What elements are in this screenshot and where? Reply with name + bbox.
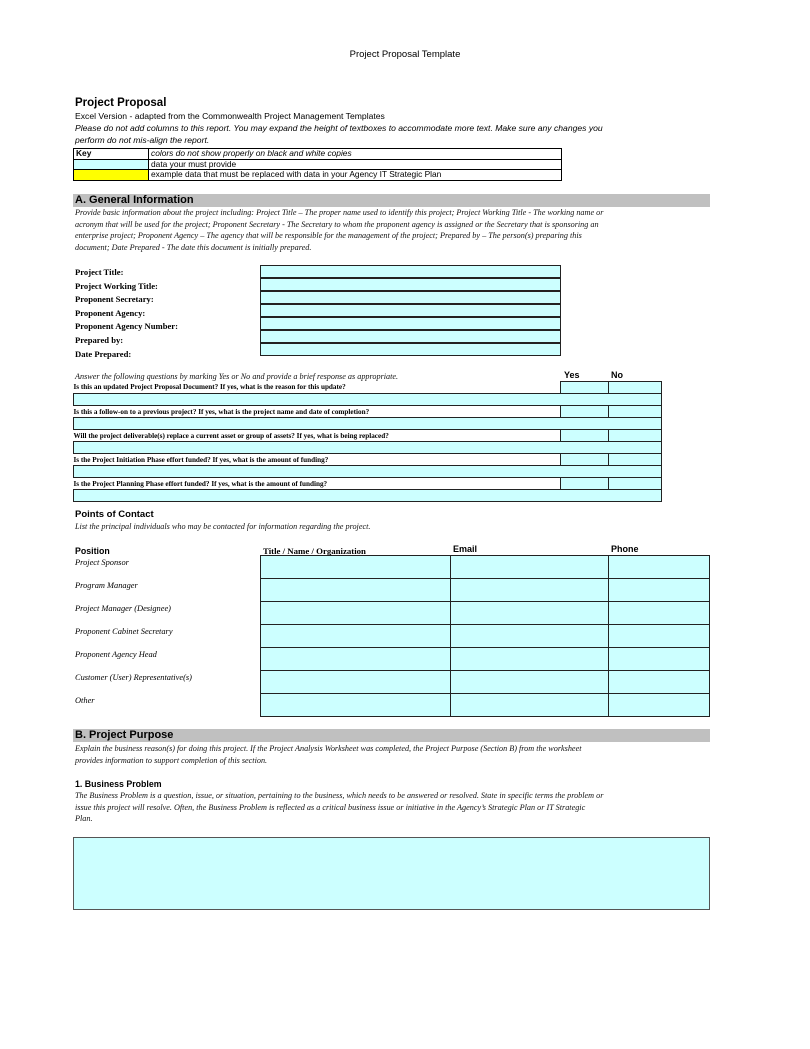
role-label: Proponent Agency Head [75, 650, 157, 659]
yes-cell[interactable] [560, 454, 608, 466]
key-row [74, 159, 562, 170]
intro-line-2: Please do not add columns to this report. You may expand the height of textboxes to accommodate more text. Make sure any changes you [75, 123, 603, 133]
email-cell[interactable] [451, 694, 609, 717]
no-cell[interactable] [608, 478, 662, 490]
no-cell[interactable] [608, 454, 662, 466]
project-working-title-field[interactable] [260, 278, 561, 291]
no-cell[interactable] [608, 382, 662, 394]
question-text: Is the Project Initiation Phase effort funded? If yes, what is the amount of funding? [73, 455, 329, 464]
email-cell[interactable] [451, 579, 609, 602]
questions-intro: Answer the following questions by marking Yes or No and provide a brief response as appropriate. [75, 372, 399, 381]
contact-row [261, 694, 710, 717]
question-text: Is this a follow-on to a previous project? If yes, what is the project name and date of completion? [73, 407, 370, 416]
role-label: Other [75, 696, 95, 705]
response-row [74, 394, 662, 406]
role-label: Project Sponsor [75, 558, 129, 567]
section-a-desc-line: document; Date Prepared - The date this document is initially prepared. [75, 243, 312, 253]
question-text: Will the project deliverable(s) replace a current asset or group of assets? If yes, what is being replaced? [73, 431, 389, 440]
date-prepared-field[interactable] [260, 343, 561, 356]
section-b-desc-line: provides information to support completion of this section. [75, 755, 268, 765]
intro-line-1: Excel Version - adapted from the Commonwealth Project Management Templates [75, 111, 385, 121]
business-problem-textbox[interactable] [73, 837, 710, 910]
question-row [74, 430, 662, 442]
response-row [74, 490, 662, 502]
phone-cell[interactable] [609, 694, 710, 717]
phone-cell[interactable] [609, 625, 710, 648]
contact-row [261, 648, 710, 671]
section-a-desc-line: acronym that will be used for the project; Proponent Secretary - The Secretary to whom the proponent agency is assigned or the Secretary that is sponsoring an [75, 219, 599, 229]
label-prepared-by: Prepared by: [75, 335, 124, 345]
yes-cell[interactable] [560, 382, 608, 394]
name-cell[interactable] [261, 671, 451, 694]
yes-cell[interactable] [560, 430, 608, 442]
response-row [74, 466, 662, 478]
no-cell[interactable] [608, 406, 662, 418]
email-cell[interactable] [451, 671, 609, 694]
name-cell[interactable] [261, 625, 451, 648]
response-field[interactable] [74, 442, 662, 454]
email-cell[interactable] [451, 556, 609, 579]
business-problem-description [75, 790, 603, 825]
phone-cell[interactable] [609, 602, 710, 625]
section-a-desc-line: Provide basic information about the project including: Project Title – The proper name used to identify this project; Project Working Title - The working name or [75, 208, 604, 217]
points-of-contact-description: List the principal individuals who may be contacted for information regarding the project. [75, 522, 371, 531]
key-header: Key [74, 149, 149, 160]
email-column-header: Email [453, 544, 478, 554]
points-of-contact-title: Points of Contact [75, 509, 154, 520]
yes-cell[interactable] [560, 406, 608, 418]
label-project-title: Project Title: [75, 267, 124, 277]
label-proponent-agency: Proponent Agency: [75, 308, 146, 318]
key-row [74, 149, 562, 160]
no-cell[interactable] [608, 430, 662, 442]
label-project-working-title: Project Working Title: [75, 281, 158, 291]
label-date-prepared: Date Prepared: [75, 349, 132, 359]
email-cell[interactable] [451, 625, 609, 648]
email-cell[interactable] [451, 602, 609, 625]
position-column-header: Position [75, 546, 110, 556]
contact-row [261, 602, 710, 625]
phone-column-header: Phone [611, 544, 639, 554]
response-field[interactable] [74, 490, 662, 502]
name-cell[interactable] [261, 694, 451, 717]
proponent-agency-number-field[interactable] [260, 317, 561, 330]
page-header-title: Project Proposal Template [349, 49, 461, 60]
yes-column-header: Yes [564, 370, 580, 380]
response-row [74, 418, 662, 430]
business-problem-desc-line: issue this project will resolve. Often, the Business Problem is reflected as a critical business issue or initiative in the Agency’s Strategic Plan or IT Strategic [75, 802, 586, 812]
project-title-field[interactable] [260, 265, 561, 278]
question-text: Is this an updated Project Proposal Document? If yes, what is the reason for this update? [73, 383, 346, 392]
phone-cell[interactable] [609, 671, 710, 694]
business-problem-title: 1. Business Problem [75, 779, 162, 789]
yes-cell[interactable] [560, 478, 608, 490]
response-field[interactable] [74, 394, 662, 406]
role-label: Project Manager (Designee) [75, 604, 171, 613]
proponent-agency-field[interactable] [260, 304, 561, 317]
question-row [74, 454, 662, 466]
key-table [73, 148, 562, 181]
name-cell[interactable] [261, 602, 451, 625]
response-field[interactable] [74, 418, 662, 430]
question-row [74, 406, 662, 418]
role-label: Customer (User) Representative(s) [75, 673, 192, 682]
question-text: Is the Project Planning Phase effort funded? If yes, what is the amount of funding? [73, 479, 328, 488]
contact-row [261, 579, 710, 602]
key-swatch-yellow [74, 170, 149, 181]
response-field[interactable] [74, 466, 662, 478]
role-label: Proponent Cabinet Secretary [75, 627, 173, 636]
key-text-3: example data that must be replaced with data in your Agency IT Strategic Plan [149, 170, 562, 181]
key-swatch-cyan [74, 159, 149, 170]
contact-row [261, 556, 710, 579]
document-title: Project Proposal [75, 97, 167, 109]
section-b-title: B. Project Purpose [73, 729, 710, 742]
section-a-description [75, 207, 603, 254]
contacts-table [260, 555, 710, 717]
no-column-header: No [611, 370, 623, 380]
label-proponent-agency-number: Proponent Agency Number: [75, 321, 178, 331]
section-b-description [75, 743, 581, 766]
phone-cell[interactable] [609, 648, 710, 671]
contact-row [261, 671, 710, 694]
email-cell[interactable] [451, 648, 609, 671]
intro-line-3: perform do not mis-align the report. [75, 135, 210, 145]
question-row [74, 478, 662, 490]
name-cell[interactable] [261, 648, 451, 671]
key-row [74, 170, 562, 181]
label-proponent-secretary: Proponent Secretary: [75, 294, 154, 304]
section-a-title: A. General Information [73, 194, 710, 207]
question-row [74, 382, 662, 394]
contact-row [261, 625, 710, 648]
prepared-by-field[interactable] [260, 330, 561, 343]
business-problem-desc-line: Plan. [75, 814, 93, 824]
response-row [74, 442, 662, 454]
role-label: Program Manager [75, 581, 138, 590]
business-problem-desc-line: The Business Problem is a question, issue, or situation, pertaining to the business, which needs to be answered or resolved. State in specific terms the problem or [75, 791, 604, 800]
phone-cell[interactable] [609, 556, 710, 579]
key-text-1: colors do not show properly on black and white copies [149, 149, 562, 160]
key-text-2: data your must provide [149, 159, 562, 170]
name-cell[interactable] [261, 556, 451, 579]
phone-cell[interactable] [609, 579, 710, 602]
section-a-desc-line: enterprise project; Proponent Agency – The agency that will be responsible for the management of the project; Prepared by – The person(s) preparing this [75, 231, 582, 241]
name-cell[interactable] [261, 579, 451, 602]
proponent-secretary-field[interactable] [260, 291, 561, 304]
section-b-desc-line: Explain the business reason(s) for doing this project. If the Project Analysis Worksheet was completed, the Project Purpose (Section B) from the worksheet [75, 744, 582, 753]
title-column-header: Title / Name / Organization [263, 546, 366, 556]
questions-table [73, 381, 662, 502]
